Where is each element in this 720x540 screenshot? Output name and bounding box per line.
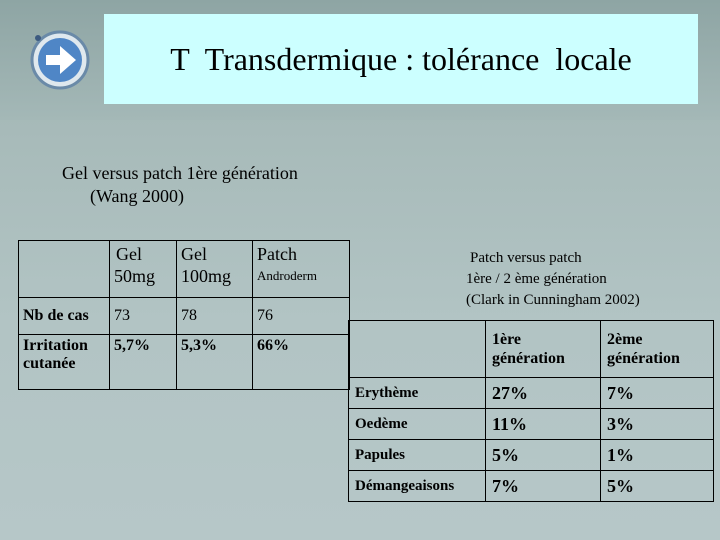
right-caption	[466, 248, 640, 311]
row-label: Oedème	[349, 409, 486, 440]
cell-value: 5%	[601, 471, 714, 502]
row-label: Papules	[349, 440, 486, 471]
title-box	[104, 14, 698, 104]
cell-value: 11%	[486, 409, 601, 440]
cell-value: 1%	[601, 440, 714, 471]
header-gel-100mg-line1: Gel	[181, 244, 207, 264]
table-row	[349, 471, 714, 502]
row-label: Erythème	[349, 378, 486, 409]
right-caption-line-2: 1ère / 2 ème génération	[466, 271, 607, 287]
cell-value: 76	[253, 298, 350, 335]
subtitle-line-2: (Wang 2000)	[90, 186, 185, 206]
row-label-nb-cas: Nb de cas	[19, 298, 110, 335]
subtitle-line-1: Gel versus patch 1ère génération	[62, 163, 298, 183]
row-label: Démangeaisons	[349, 471, 486, 502]
slide-title: T Transdermique : tolérance locale	[170, 40, 632, 77]
cell-value: 7%	[601, 378, 714, 409]
table-row	[349, 378, 714, 409]
header-2eme-generation: 2ème génération	[601, 321, 714, 378]
arrow-right-circle-icon	[28, 28, 92, 92]
header-gel-50mg-line1: Gel	[116, 244, 142, 264]
table-row	[19, 298, 350, 335]
subtitle	[62, 162, 298, 208]
cell-value: 66%	[253, 335, 350, 390]
table-patch-generations	[348, 320, 714, 502]
cell-value: 5,3%	[177, 335, 253, 390]
header-1ere-generation: 1ère génération	[486, 321, 601, 378]
table-row	[349, 440, 714, 471]
cell-value: 5,7%	[110, 335, 177, 390]
header-patch-androderm	[253, 241, 350, 298]
cell-value: 7%	[486, 471, 601, 502]
table-header-row	[19, 241, 350, 298]
cell-value: 5%	[486, 440, 601, 471]
header-gel-100mg	[177, 241, 253, 298]
table-header-row	[349, 321, 714, 378]
cell-value: 78	[177, 298, 253, 335]
cell-value: 3%	[601, 409, 714, 440]
right-caption-line-3: (Clark in Cunningham 2002)	[466, 292, 640, 308]
row-label-irritation: Irritation cutanée	[19, 335, 110, 390]
table-row	[349, 409, 714, 440]
table-corner-cell	[19, 241, 110, 298]
table-corner-cell	[349, 321, 486, 378]
right-caption-line-1: Patch versus patch	[470, 250, 582, 266]
header-gel-50mg-line2: 50mg	[114, 266, 156, 286]
cell-value: 27%	[486, 378, 601, 409]
cell-value: 73	[110, 298, 177, 335]
header-gel-100mg-line2: 100mg	[181, 266, 232, 286]
header-patch-line2: Androderm	[257, 268, 317, 283]
table-gel-vs-patch	[18, 240, 350, 390]
header-gel-50mg	[110, 241, 177, 298]
table-row	[19, 335, 350, 390]
header-patch-line1: Patch	[257, 244, 297, 264]
